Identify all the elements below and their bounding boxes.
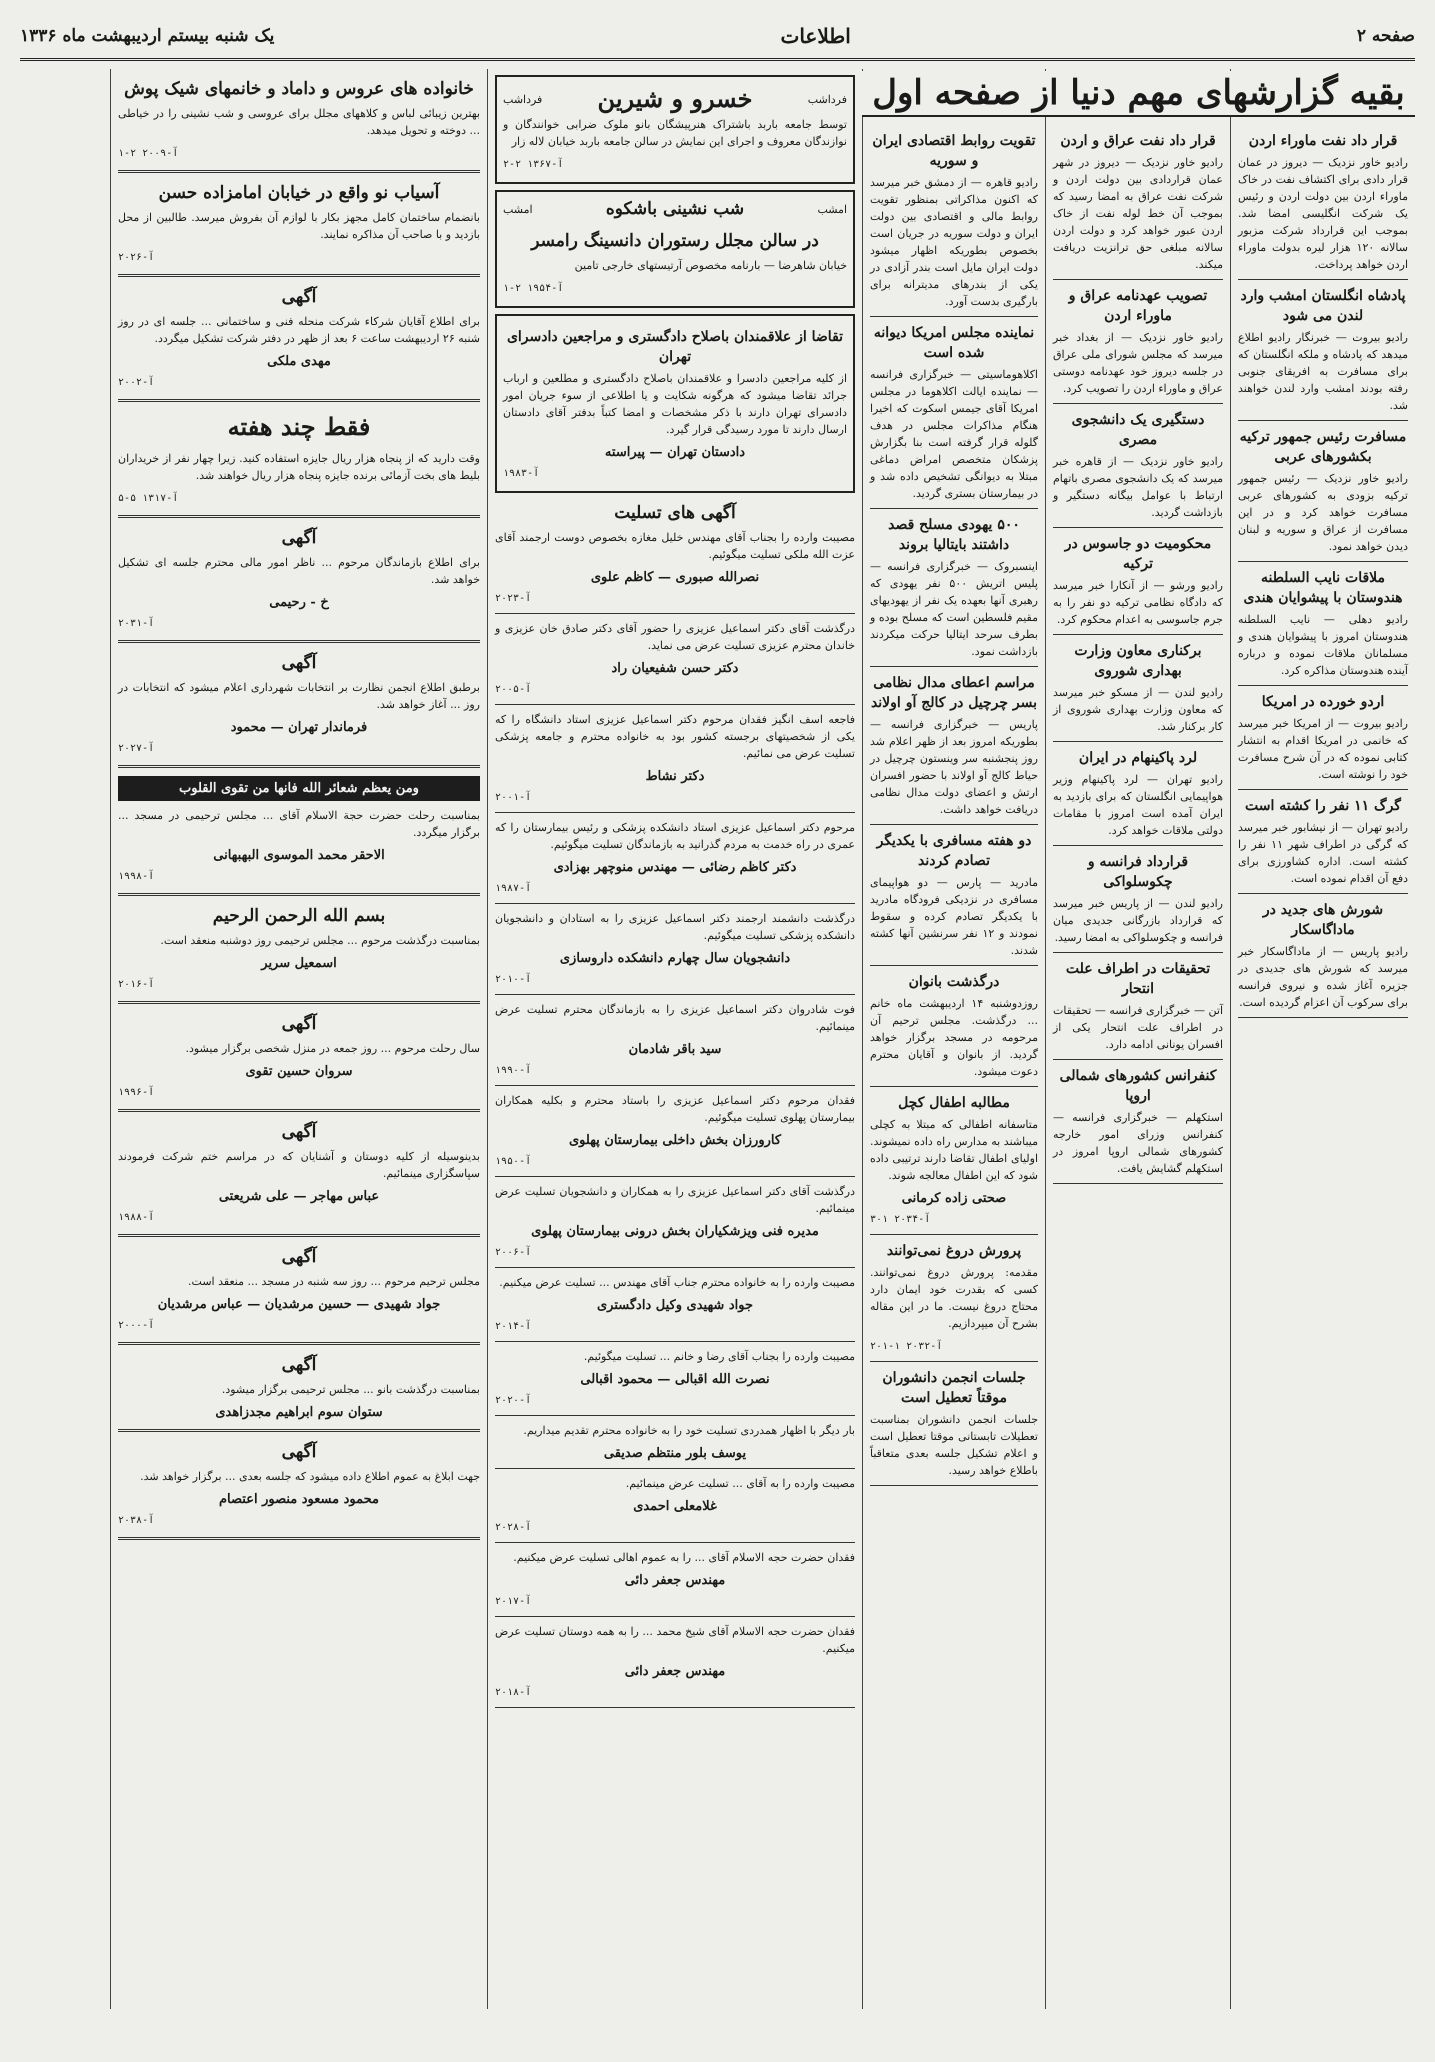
film-ad-code: آ-۱۳۶۷ ۲-۲ [503, 159, 564, 170]
divider [118, 640, 480, 643]
divider [870, 1086, 1038, 1087]
divider [870, 1361, 1038, 1362]
ad-headline: ومن يعظم شعائر الله فانها من تقوى القلوب [118, 776, 480, 801]
court-request-sign: دادستان تهران — پیراسته [604, 445, 746, 460]
divider [1238, 1017, 1408, 1018]
divider [118, 1109, 480, 1112]
ad-code: آ-۲۰۳۱ [118, 618, 155, 629]
news-headline: پادشاه انگلستان امشب وارد لندن می شود [1240, 288, 1406, 324]
condolence-sign: جواد شهیدی وکیل دادگستری [596, 1298, 754, 1313]
ad-code: آ-۲۰۰۰ [118, 1320, 155, 1331]
news-code: آ-۲۰۳۲ ۱-۲۰۱ [870, 1341, 943, 1352]
divider [870, 1234, 1038, 1235]
ad-code: آ-۱۹۹۸ [118, 871, 155, 882]
news-body: رادیو بیروت — از امریکا خبر میرسد که خانمی در امریکا اقدام به انتشار کتابی نموده که در آن شرح مسافرت خود را نوشته است. [1238, 717, 1408, 781]
news-headline: کنفرانس کشورهای شمالی اروپا [1059, 1068, 1217, 1104]
party-ad [495, 190, 855, 308]
news-code: آ-۲۰۳۴ ۳۰۱ [870, 1214, 931, 1225]
ad-text: بهترین زیبائی لباس و کلاههای مجلل برای عروسی و شب نشینی را در خیاطی ... دوخته و تحویل میدهد. [118, 107, 480, 137]
ad-sign: مهدی ملکی [267, 354, 331, 369]
ad-headline: بسم الله الرحمن الرحیم [212, 906, 386, 926]
ad-code: آ-۲۰۲۷ [118, 743, 155, 754]
news-headline: محکومیت دو جاسوس در ترکیه [1064, 536, 1212, 572]
ads-column-left [110, 69, 487, 2009]
divider [495, 1542, 855, 1543]
divider [495, 1085, 855, 1086]
divider [870, 965, 1038, 966]
news-body: رادیو قاهره — از دمشق خبر میرسد که اکنون مذاکراتی بمنظور تقویت روابط مالی و اقتصادی بین دولت ایران و دولت سوریه در جریان است بخصوص بطوریکه اظهار میشود دولت ایران مایل است بندر آزادی در یکی از بندرهای مدیترانه برای بارگیری بدست آورد. [870, 176, 1038, 308]
columns [20, 69, 1415, 2009]
news-body: رادیو خاور نزدیک — دیروز در عمان قرار دادی برای اکتشاف نفت در خاک ماوراء اردن بین دولت اردن و رئیس یک شرکت انگلیسی امضا شد. بموجب این قرارداد شرکت مزبور سالانه ۱۲۰ هزار لیره بدولت ماوراء اردن خواهد پرداخت. [1238, 156, 1408, 271]
condolence-code: آ-۲۰۱۸ [495, 1687, 532, 1698]
condolence-sign: سید باقر شادمان [628, 1042, 722, 1057]
condolence-section-title: آگهی های تسلیت [614, 503, 736, 523]
news-body: رادیو بیروت — خبرنگار رادیو اطلاع میدهد که پادشاه و ملکه انگلستان که برای مسافرت به افریقای جنوبی رفته بودند امشب وارد لندن خواهند شد. [1238, 331, 1408, 412]
page-number: صفحه ۲ [1356, 26, 1415, 46]
news-headline: تصویب عهدنامه عراق و ماوراء اردن [1068, 288, 1208, 324]
news-body: اکلاهوماسیتی — خبرگزاری فرانسه — نماینده ایالت اکلاهوما در مجلس امریکا آقای جیمس اسکوت که اخیرا هنگام مذاکرات مجلس در هدف گلوله قرار گرفته است بنا بگزارش پزشکان متخصص امراض دماغی مبتلا به دیوانگی تشخیص داده شد و در بیمارستان بستری گردید. [870, 368, 1038, 500]
condolence-sign: مهندس جعفر دائی [624, 1573, 726, 1588]
condolence-code: آ-۲۰۰۶ [495, 1247, 532, 1258]
ad-text: سال رحلت مرحوم ... روز جمعه در منزل شخصی برگزار میشود. [185, 1042, 480, 1055]
divider [495, 903, 855, 904]
newspaper-page [20, 14, 1415, 2024]
ad-code: آ-۲۰۳۸ [118, 1515, 155, 1526]
divider [1238, 561, 1408, 562]
condolence-text: مصیبت وارده را به آقای ... تسلیت عرض مینمائیم. [625, 1477, 855, 1490]
news-column-right [1045, 69, 1230, 2009]
news-headline: مسافرت رئیس جمهور ترکیه بکشورهای عربی [1239, 429, 1407, 465]
condolence-text: درگذشت آقای دکتر اسماعیل عزیزی را حضور آقای دکتر صادق خان عزیزی و خاندان محترم عزیزی تسلیت عرض می نماید. [495, 622, 855, 652]
divider [870, 666, 1038, 667]
news-body: رادیو لندن — از مسکو خبر میرسد که معاون وزارت بهداری شوروی از کار برکنار شد. [1053, 686, 1223, 733]
condolence-sign: دکتر حسن شفیعیان راد [611, 661, 739, 676]
issue-date: یک شنبه بیستم اردیبهشت ماه ۱۳۳۶ [20, 26, 275, 46]
divider [1238, 893, 1408, 894]
condolence-list [495, 529, 855, 1708]
divider [1053, 741, 1223, 742]
divider [1053, 403, 1223, 404]
ad-sign: خ - رحیمی [269, 595, 329, 610]
divider [1053, 634, 1223, 635]
condolence-sign: نصرت الله اقبالی — محمود اقبالی [580, 1372, 770, 1387]
ad-headline: فقط چند هفته [227, 412, 371, 441]
condolence-code: آ-۲۰۲۸ [495, 1522, 532, 1533]
ad-sign: عباس مهاجر — علی شریعتی [218, 1189, 380, 1204]
condolence-text: فقدان حضرت حجه الاسلام آقای ... را به عموم اهالی تسلیت عرض میکنیم. [513, 1551, 855, 1564]
divider [118, 1342, 480, 1345]
ad-text: بانضمام ساختمان کامل مجهز بکار با لوازم آن بفروش میرسد. طالبین از محل بازدید و با صاحب آن مذاکره نمایند. [118, 211, 480, 241]
divider [870, 824, 1038, 825]
news-body: مقدمه: پرورش دروغ نمی‌توانند. کسی که بقدرت خود ایمان دارد محتاج دروغ نیست. ما در این مقاله بشرح آن میپردازیم. [870, 1266, 1038, 1330]
condolence-sign: یوسف بلور منتظم صدیقی [603, 1446, 747, 1461]
ad-headline: آسیاب نو واقع در خیابان امامزاده حسن [158, 183, 440, 203]
ad-text: بمناسبت رحلت حضرت حجة الاسلام آقای ... مجلس ترحیمی در مسجد ... برگزار میگردد. [118, 809, 480, 839]
news-sign: صحتی زاده کرمانی [901, 1191, 1007, 1206]
divider [1053, 845, 1223, 846]
ad-text: برای اطلاع بازماندگان مرحوم ... ناظر امور مالی محترم جلسه ای تشکیل خواهد شد. [118, 556, 480, 586]
divider [495, 1707, 855, 1708]
ad-headline: آگهی [281, 1122, 317, 1142]
news-body: رادیو لندن — از پاریس خبر میرسد که قرارداد بازرگانی جدیدی میان فرانسه و چکوسلواکی به امضا رسید. [1053, 897, 1223, 944]
news-headline: گرگ ۱۱ نفر را کشته است [1245, 798, 1401, 814]
divider [1053, 952, 1223, 953]
news-body: رادیو خاور نزدیک — از بغداد خبر میرسد که مجلس شورای ملی عراق در جلسه دیروز خود عهدنامه دوستی عراق و ماوراء اردن را تصویب کرد. [1053, 331, 1223, 395]
divider [495, 704, 855, 705]
condolence-text: درگذشت دانشمند ارجمند دکتر اسماعیل عزیزی را به استادان و دانشجویان دانشکده پزشکی تسلیت میگوئیم. [495, 912, 855, 942]
ad-text: بمناسبت درگذشت مرحوم ... مجلس ترحیمی روز دوشنبه منعقد است. [160, 934, 480, 947]
ad-code: آ-۱۳۱۷ ۵-۵ [118, 493, 179, 504]
news-headline: اردو خورده در امریکا [1261, 694, 1385, 710]
divider [118, 274, 480, 277]
news-body: استکهلم — خبرگزاری فرانسه — کنفرانس وزرای امور خارجه کشورهای شمالی اروپا امروز در استکهلم گشایش یافت. [1053, 1111, 1223, 1175]
condolence-sign: مدیره فنی ویزشکیاران بخش درونی بیمارستان پهلوی [531, 1224, 819, 1239]
condolence-code: آ-۲۰۰۱ [495, 792, 532, 803]
condolence-text: مرحوم دکتر اسماعیل عزیزی استاد دانشکده پزشکی و رئیس بیمارستان را که عمری در راه خدمت به مردم گذرانید به بازماندگان تسلیت میگوئیم. [495, 821, 855, 851]
masthead [20, 14, 1415, 61]
news-headline: نماینده مجلس امریکا دیوانه شده است [873, 325, 1035, 361]
ad-text: برطبق اطلاع انجمن نظارت بر انتخابات شهرداری اعلام میشود که انتخابات در روز ... آغاز خواهد شد. [118, 681, 480, 711]
news-body: رادیو ورشو — از آنکارا خبر میرسد که دادگاه نظامی ترکیه دو نفر را به جرم جاسوسی به اعدام محکوم کرد. [1053, 579, 1223, 626]
news-headline: دستگیری یک دانشجوی مصری [1071, 412, 1205, 448]
ad-text: وقت دارید که از پنجاه هزار ریال جایزه استفاده کنید. زیرا چهار نفر از خریداران بلیط های بخت آزمائی برنده جایزه پنجاه هزار ریال خواهند شد. [118, 452, 480, 482]
ad-sign: فرماندار تهران — محمود [230, 720, 368, 735]
world-news-heading: بقیه گزارشهای مهم دنیا از صفحه اول [862, 71, 1415, 117]
news-body: آتن — خبرگزاری فرانسه — تحقیقات در اطراف علت انتحار یکی از افسران یونانی ادامه دارد. [1053, 1004, 1223, 1051]
news-column-left [862, 69, 1045, 2009]
condolence-code: آ-۱۹۹۰ [495, 1065, 532, 1076]
divider [495, 1267, 855, 1268]
ad-text: مجلس ترحیم مرحوم ... روز سه شنبه در مسجد ... منعقد است. [188, 1275, 480, 1288]
condolence-code: آ-۲۰۱۷ [495, 1596, 532, 1607]
court-request [495, 314, 855, 493]
news-body: رادیو پاریس — از ماداگاسکار خبر میرسد که شورش های جدیدی در جزیره آغاز شده و نیروی فرانسه برای سرکوب آن اعزام گردیده است. [1238, 945, 1408, 1009]
ad-code: آ-۲۰۲۶ [118, 252, 155, 263]
ad-sign: محمود مسعود منصور اعتصام [218, 1492, 380, 1507]
film-ad-title: خسرو و شیرین [597, 84, 753, 113]
party-ad-title: شب نشینی باشکوه [605, 199, 745, 219]
ad-code: آ-۱۹۸۸ [118, 1212, 155, 1223]
ad-text: بدینوسیله از کلیه دوستان و آشنایان که در مراسم ختم شرکت فرمودند سپاسگزاری مینمائیم. [118, 1150, 480, 1180]
news-headline: قرار داد نفت عراق و اردن [1060, 133, 1216, 149]
condolence-code: آ-۲۰۲۳ [495, 593, 532, 604]
condolence-code: آ-۲۰۰۵ [495, 684, 532, 695]
news-body: رادیو خاور نزدیک — دیروز در شهر عمان قراردادی بین دولت اردن و شرکت نفت عراق به امضا رسید که بموجب آن خط لوله نفت از خاک اردن عبور خواهد کرد و دولت اردن سالانه مبلغی حق ترانزیت دریافت میکند. [1053, 156, 1223, 271]
divider [495, 1415, 855, 1416]
court-request-title: تقاضا از علاقمندان باصلاح دادگستری و مراجعین دادسرای تهران [506, 329, 844, 365]
film-ad-left: فرداشب [503, 92, 543, 106]
divider [118, 765, 480, 768]
ad-text: برای اطلاع آقایان شرکاء شرکت منحله فنی و ساختمانی ... جلسه ای در روز شنبه ۲۶ اردیبهشت ساعت ۶ بعد از ظهر در دفتر شرکت تشکیل میگردد. [118, 315, 480, 345]
party-ad-right: امشب [817, 202, 847, 216]
divider [1053, 279, 1223, 280]
newspaper-name: اطلاعات [780, 24, 851, 48]
divider [1238, 420, 1408, 421]
news-body: پاریس — خبرگزاری فرانسه — بطوریکه امروز بعد از ظهر اعلام شد روز پنجشنبه سر وینستون چرچیل در حیاط کالج آو اولاند با حضور افسران ارتش و اعضای دولت مدال نظامی دریافت خواهد داشت. [870, 718, 1038, 816]
ads-column-middle [487, 69, 862, 2009]
news-body: رادیو دهلی — نایب السلطنه هندوستان امروز با پیشوایان هندی و مسلمانان ملاقات نموده و درباره آینده هندوستان مذاکره کرد. [1238, 613, 1408, 677]
divider [118, 893, 480, 896]
divider [495, 1616, 855, 1617]
news-headline: جلسات انجمن دانشوران موقتاً تعطیل است [882, 1370, 1026, 1406]
ad-code: آ-۲۰۱۶ [118, 979, 155, 990]
ad-headline: آگهی [281, 1355, 317, 1375]
news-headline: برکناری معاون وزارت بهداری شوروی [1074, 643, 1202, 679]
condolence-text: مصیبت وارده را بجناب آقای رضا و خانم ... تسلیت میگوئیم. [583, 1350, 855, 1363]
condolence-text: فقدان مرحوم دکتر اسماعیل عزیزی را باستاد محترم و بکلیه همکاران بیمارستان پهلوی تسلیت میگوئیم. [495, 1094, 855, 1124]
ad-code: آ-۲۰۰۲ [118, 377, 155, 388]
ad-headline: آگهی [281, 528, 317, 548]
news-headline: لرد پاکینهام در ایران [1078, 750, 1198, 766]
news-headline: قرار داد نفت ماوراء اردن [1248, 133, 1398, 149]
news-headline: قرارداد فرانسه و چکوسلواکی [1087, 854, 1189, 890]
news-headline: تقویت روابط اقتصادی ایران و سوریه [872, 133, 1036, 169]
divider [1238, 789, 1408, 790]
news-body: رادیو تهران — از نیشابور خبر میرسد که گرگی در اطراف شهر ۱۱ نفر را کشته است. اداره کشاورزی برای دفع آن اقدام نموده است. [1238, 821, 1408, 885]
ad-headline: خانواده های عروس و داماد و خانمهای شیک پوش [124, 79, 474, 99]
ad-text: جهت ابلاغ به عموم اطلاع داده میشود که جلسه بعدی ... برگزار خواهد شد. [140, 1470, 480, 1483]
divider [495, 1468, 855, 1469]
condolence-code: آ-۱۹۵۰ [495, 1156, 532, 1167]
news-body: جلسات انجمن دانشوران بمناسبت تعطیلات تابستانی موقتا تعطیل است و اعلام تشکیل جلسه بعدی متعاقباً باطلاع خواهد رسید. [870, 1413, 1038, 1477]
condolence-text: فوت شادروان دکتر اسماعیل عزیزی را به بازماندگان محترم تسلیت عرض مینمائیم. [495, 1003, 855, 1033]
ad-code: آ-۲۰۰۹ ۲-۱ [118, 148, 179, 159]
divider [1238, 685, 1408, 686]
film-ad-text: توسط جامعه باربد باشتراک هنرپیشگان بانو ملوک ضرابی خوانندگان و نوازندگان معروف و اجرای این نمایش در سالن جامعه باربد خیابان لاله زار [503, 118, 847, 148]
condolence-sign: مهندس جعفر دائی [624, 1664, 726, 1679]
ad-sign: ستوان سوم ابراهیم مجدزاهدی [215, 1405, 383, 1420]
ad-headline: آگهی [281, 1442, 317, 1462]
condolence-sign: نصرالله صبوری — کاظم علوی [590, 570, 760, 585]
news-headline: مراسم اعطای مدال نظامی بسر چرچیل در کالج آو اولاند [870, 675, 1038, 711]
divider [1053, 527, 1223, 528]
ad-headline: آگهی [281, 287, 317, 307]
condolence-sign: دکتر نشاط [645, 769, 705, 784]
party-ad-left: امشب [503, 202, 533, 216]
divider [1053, 1059, 1223, 1060]
ad-sign: جواد شهیدی — حسین مرشدیان — عباس مرشدیان [157, 1297, 441, 1312]
condolence-text: فاجعه اسف انگیز فقدان مرحوم دکتر اسماعیل عزیزی استاد دانشگاه را که یکی از شخصیتهای برجسته کشور بود به خانواده محترم و جامعه پزشکی تسلیت عرض می نمائیم. [495, 713, 855, 760]
condolence-text: بار دیگر با اظهار همدردی تسلیت خود را به خانواده محترم تقدیم میداریم. [523, 1424, 855, 1437]
court-request-code: آ-۱۹۸۳ [503, 468, 540, 479]
news-body: رادیو خاور نزدیک — رئیس جمهور ترکیه بزودی به کشورهای عربی مسافرت خواهد کرد و در این مسافرت از عراق و سوریه و لبنان دیدن خواهد نمود. [1238, 472, 1408, 553]
condolence-sign: غلامعلی احمدی [633, 1499, 717, 1514]
news-headline: تحقیقات در اطراف علت انتحار [1065, 961, 1211, 997]
divider [1238, 279, 1408, 280]
news-body: اینسبروک — خبرگزاری فرانسه — پلیس اتریش ۵۰۰ نفر یهودی که رهبری آنها بعهده یک نفر از یهودیهای مقیم فلسطین است که مسلح بوده و بطرف سرحد ایتالیا حرکت میکردند بازداشت نمود. [870, 560, 1038, 658]
party-ad-text: خیابان شاهرضا — بارنامه مخصوص آرتیستهای خارجی تامین [574, 259, 847, 272]
news-body: روزدوشنبه ۱۴ اردیبهشت ماه خانم ... درگذشت. مجلس ترحیم آن مرحومه در مسجد برگزار خواهد گردید. از بانوان و آقایان محترم دعوت میشود. [870, 997, 1038, 1078]
party-ad-code: آ-۱۹۵۴ ۲-۱ [503, 283, 564, 294]
divider [495, 812, 855, 813]
ad-headline: آگهی [281, 653, 317, 673]
condolence-text: درگذشت آقای دکتر اسماعیل عزیزی را به همکاران و دانشجویان تسلیت عرض مینمائیم. [495, 1185, 855, 1215]
ad-sign: الاحقر محمد الموسوی البهبهانی [213, 848, 385, 863]
divider [495, 1341, 855, 1342]
divider [1053, 1183, 1223, 1184]
condolence-sign: کارورزان بخش داخلی بیمارستان پهلوی [568, 1133, 782, 1148]
ad-code: آ-۱۹۹۶ [118, 1087, 155, 1098]
condolence-code: آ-۲۰۱۴ [495, 1321, 532, 1332]
film-ad-right: فرداشب [807, 92, 847, 106]
condolence-text: فقدان حضرت حجه الاسلام آقای شیخ محمد ... را به همه دوستان تسلیت عرض میکنیم. [495, 1625, 855, 1655]
condolence-code: آ-۲۰۲۰ [495, 1395, 532, 1406]
divider [118, 1429, 480, 1432]
condolence-sign: دکتر کاظم رضائی — مهندس منوچهر بهزادی [553, 860, 797, 875]
party-ad-sub: در سالن مجلل رستوران دانسینگ رامسر [531, 231, 819, 251]
news-body: رادیو خاور نزدیک — از قاهره خبر میرسد که یک دانشجوی مصری باتهام ارتباط با عوامل بیگانه دستگیر و بازداشت گردید. [1053, 455, 1223, 519]
divider [118, 1234, 480, 1237]
news-body: رادیو تهران — لرد پاکینهام وزیر هواپیمایی انگلستان که برای بازدید به ایران آمده است امروز با مقامات دولتی ملاقات خواهد کرد. [1053, 773, 1223, 837]
divider [118, 1001, 480, 1004]
divider [495, 1176, 855, 1177]
condolence-text: مصیبت وارده را بجناب آقای مهندس خلیل مغازه بخصوص دوست ارجمند آقای عزت الله ملکی تسلیت میگوئیم. [495, 531, 855, 561]
news-body: متاسفانه اطفالی که مبتلا به کچلی میباشند به مدارس راه داده نمیشوند. اولیای اطفال تقاضا دارند ترتیبی داده شود که این اطفال معالجه شوند. [870, 1118, 1038, 1182]
news-headline: پرورش دروغ نمی‌توانند [886, 1243, 1022, 1259]
news-headline: ملاقات نایب السلطنه هندوستان با پیشوایان هندی [1243, 570, 1403, 606]
condolence-text: مصیبت وارده را به خانواده محترم جناب آقای مهندس ... تسلیت عرض میکنیم. [499, 1276, 855, 1289]
divider [118, 1537, 480, 1540]
divider [495, 994, 855, 995]
ad-sign: اسمعیل سریر [261, 956, 337, 971]
condolence-sign: دانشجویان سال چهارم دانشکده داروسازی [559, 951, 791, 966]
divider [118, 515, 480, 518]
news-column-far [1230, 69, 1415, 2009]
film-ad [495, 75, 855, 184]
news-headline: دو هفته مسافری با یکدیگر تصادم کردند [876, 833, 1032, 869]
ad-headline: آگهی [281, 1014, 317, 1034]
divider [495, 613, 855, 614]
divider [870, 508, 1038, 509]
court-request-text: از کلیه مراجعین دادسرا و علاقمندان باصلاح دادگستری و مطلعین و ارباب جرائد تقاضا میشود که هرگونه شکایت و یا اطلاعی از سوء جریان امور دادسرای تهران دارند با ذکر مشخصات و امضا کتباً بدفتر آقای دادستان ارسال دارند تا مورد رسیدگی قرار گیرد. [503, 372, 847, 436]
news-headline: مطالبه اطفال کچل [898, 1095, 1010, 1111]
news-headline: ۵۰۰ یهودی مسلح قصد داشتند بایتالیا بروند [888, 517, 1020, 553]
divider [118, 399, 480, 402]
ad-headline: آگهی [281, 1247, 317, 1267]
ad-sign: سروان حسین تقوی [245, 1064, 353, 1079]
divider [870, 1485, 1038, 1486]
ad-text: بمناسبت درگذشت بانو ... مجلس ترحیمی برگزار میشود. [221, 1383, 480, 1396]
divider [118, 170, 480, 173]
divider [870, 316, 1038, 317]
condolence-code: آ-۱۹۸۷ [495, 883, 532, 894]
news-body: مادرید — پارس — دو هواپیمای مسافری در نزدیکی فرودگاه مادرید با یکدیگر تصادم کرده و سقوط نمودند و ۱۲ نفر سرنشین آنها کشته شدند. [870, 876, 1038, 957]
condolence-code: آ-۲۰۱۰ [495, 974, 532, 985]
news-headline: درگذشت بانوان [908, 974, 1000, 990]
news-headline: شورش های جدید در ماداگاسکار [1262, 902, 1384, 938]
